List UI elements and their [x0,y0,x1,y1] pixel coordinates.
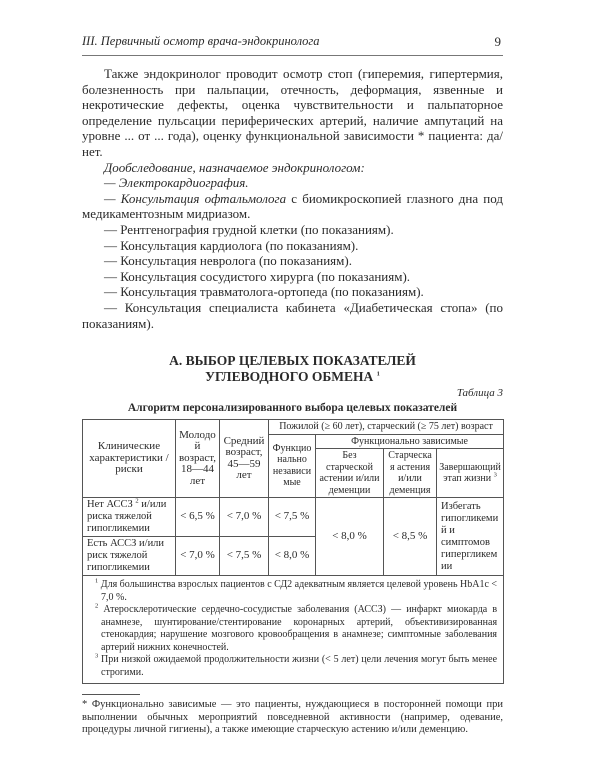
note-text: Атеросклеротические сердечно-сосудистые заболевания (АССЗ) — инфаркт миокарда в анамнезе, шунтирование/стентирование коронарных артерий, объективизированная стенокардия; нарушение мозгового кровообращения в анамнезе; симптомные заболевания артерий нижних конечностей. [101,604,498,653]
header-elderly: Пожилой (≥ 60 лет), старческий (≥ 75 лет) возраст [269,420,504,435]
cell-value: < 7,5 % [269,498,316,537]
header-end-of-life [437,449,504,498]
section-title-text: УГЛЕВОДНОГО ОБМЕНА [205,369,374,385]
table-notes [83,576,504,684]
running-header [82,34,503,56]
row-label [83,498,176,537]
cell-end-of-life: Избегать гипогликемий и симптомов гипергликемии [437,498,504,576]
list-item: — Рентгенография грудной клетки (по показаниям). [104,221,394,237]
paragraph: Также эндокринолог проводит осмотр стоп (гиперемия, гипертермия, болезненность при пальпации, отечность, деформация, язвенные и некротические дефекты, оценка чувствительности и пальпаторное определение пульсации периферических артерий, наличие ампутаций на уровне ... от ... года), оценку функциональной зависимости * пациента: да/нет. [82,66,503,159]
table-note [95,654,497,679]
section-title-line [82,369,503,385]
list-item-rest: с биомикроскопией глазного дна под медикаментозным мидриазом. [82,190,503,222]
table-note [95,579,497,604]
list-item: — Консультация невролога (по показаниям). [104,253,352,269]
note-number: 1 [95,577,99,585]
row-label: Есть АССЗ и/или риск тяжелой гипогликемии [83,537,176,576]
note-text: При низкой ожидаемой продолжительности жизни (< 5 лет) цели лечения могут быть менее строгими. [101,654,498,678]
cell-value: < 8,5 % [384,498,437,576]
row-label-text: Нет АССЗ [87,499,133,511]
list-item [82,191,503,222]
note-number: 3 [95,652,99,660]
header-clinical: Клинические характеристики / риски [83,420,176,498]
page-footnote: * Функционально зависимые — это пациенты, нуждающиеся в посторонней помощи при выполнении обычных мероприятий повседневной активности (например, одевание, процедуры личной гигиены), а также имеющие старческую астению и/или деменцию. [82,699,503,736]
cell-value: < 7,0 % [176,537,220,576]
footnote-separator [82,694,140,695]
list-item: — Консультация специалиста кабинета «Диабетическая стопа» (по показаниям). [82,299,503,331]
header-no-asthenia: Без старческой астении и/или деменции [316,449,384,498]
header-end-text: Завершающий этап жизни [439,461,501,485]
header-dependent: Функционально зависимые [316,434,504,449]
list-item: — Электрокардиография. [104,175,249,191]
header-independent: Функционально независимые [269,434,316,498]
running-title: III. Первичный осмотр врача-эндокринолога [82,34,320,48]
header-young: Молодой возраст, 18—44 лет [176,420,220,498]
list-item: — Консультация кардиолога (по показаниям). [104,237,359,253]
row-label-text: и/или риска тяжелой гипогликемии [87,499,167,535]
subheading: Дообследование, назначаемое эндокринологом: [104,159,365,175]
header-asthenia: Старческая астения и/или деменция [384,449,437,498]
cell-value: < 8,0 % [269,537,316,576]
cell-value: < 7,0 % [220,498,269,537]
header-middle: Средний возраст, 45—59 лет [220,420,269,498]
note-text: Для большинства взрослых пациентов с СД2 адекватным является целевой уровень HbA1c < 7,0 %. [100,579,498,603]
footnote-ref: 2 [135,497,139,505]
cell-value: < 8,0 % [316,498,384,576]
list-item: — Консультация сосудистого хирурга (по показаниям). [104,268,411,284]
note-number: 2 [95,602,99,610]
cell-value: < 6,5 % [176,498,220,537]
cell-value: < 7,5 % [220,537,269,576]
section-title [82,353,503,385]
body-text [82,66,503,331]
table-number: Таблица 3 [456,387,503,400]
footnote-ref: 3 [493,471,497,479]
list-item: — Консультация травматолога-ортопеда (по показаниям). [104,284,424,300]
page-number: 9 [494,34,501,49]
table-note [95,604,497,654]
table-row [83,498,504,537]
page [82,0,503,757]
table-caption: Алгоритм персонализированного выбора целевых показателей [127,402,458,415]
section-title-line: А. ВЫБОР ЦЕЛЕВЫХ ПОКАЗАТЕЛЕЙ [169,353,416,369]
targets-table [82,419,504,684]
list-item-italic: — Консультация офтальмолога [104,190,287,206]
footnote-ref: 1 [376,370,380,378]
